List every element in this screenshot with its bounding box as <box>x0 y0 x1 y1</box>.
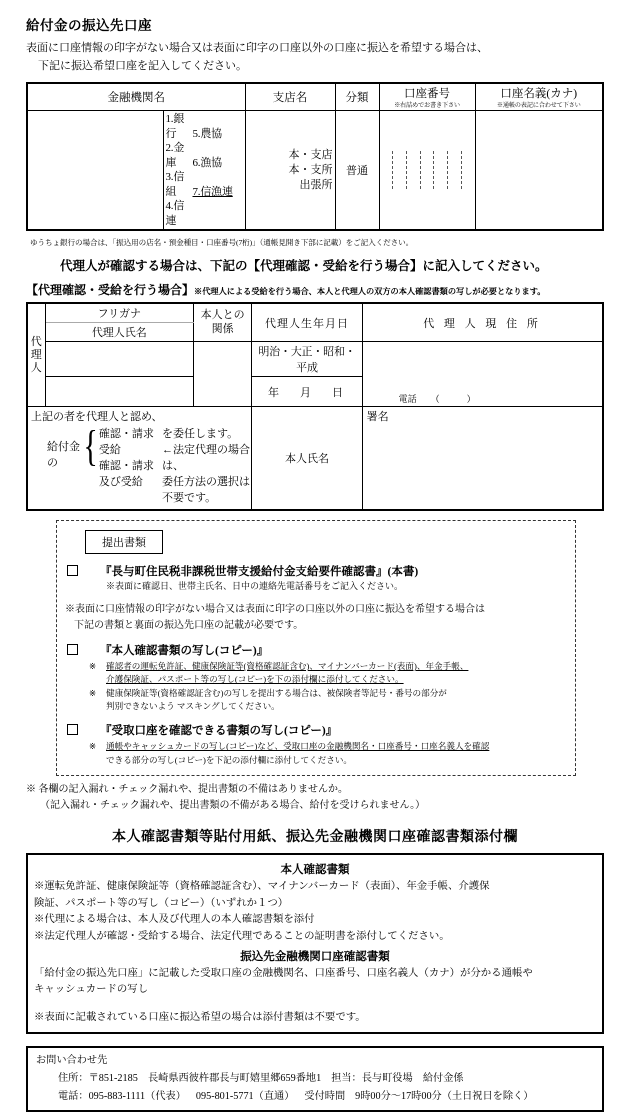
input-birthdate-ymd[interactable] <box>252 377 362 407</box>
tel-direct: 095-801-5771（直通） <box>195 1090 295 1102</box>
brace-open-icon: { <box>83 422 98 471</box>
label-honnin-name: 本人氏名 <box>252 407 362 510</box>
page-title: 給付金の振込先口座 <box>26 18 152 33</box>
agent-consent-row <box>27 407 603 510</box>
header-account-number-note: ※右詰めでお書き下さい <box>394 102 460 110</box>
attachment-box <box>26 853 604 1034</box>
yucho-bank-note: ゆうちょ銀行の場合は、「振込用の店名・預金種目・口座番号(7桁)」（通帳見開き下部に記載）をご記入ください。 <box>30 238 414 248</box>
tel-main: 095-883-1111（代表） <box>88 1090 186 1102</box>
agent-info-table <box>26 302 604 510</box>
contact-box <box>26 1046 604 1112</box>
bank-account-table <box>26 82 604 231</box>
consent-post-1: を委任します。 <box>162 427 239 440</box>
consent-line-1: 上記の者を代理人と認め、 <box>31 411 163 424</box>
note-line: 確認者の運転免許証、健康保険証等(資格確認証含む)、マイナンバーカード(表面)、年金手帳、 <box>106 661 469 672</box>
agent-section-heading <box>26 281 630 298</box>
consent-statement <box>27 407 252 510</box>
note-mark: ※ <box>89 661 97 672</box>
input-relation[interactable] <box>194 342 252 407</box>
agent-lead-text: 代理人が確認する場合は、下記の【代理確認・受給を行う場合】に記入してください。 <box>60 259 548 274</box>
checkbox-icon[interactable] <box>67 724 78 735</box>
consent-kyufu-label: 給付金の <box>47 440 80 470</box>
account-type-value: 普通 <box>335 111 379 231</box>
bank-table-header-row <box>27 83 603 111</box>
header-account-name-text: 口座名義(カナ) <box>500 88 578 101</box>
birthdate-era-options[interactable]: 明治・大正・昭和・平成 <box>252 342 362 377</box>
checklist-item-1-note: ※表面に確認日、世帯主氏名、日中の連絡先電話番号をご記入ください。 <box>106 580 404 591</box>
header-account-name-note: ※通帳の表記に合わせて下さい <box>496 102 581 110</box>
form-page <box>0 14 630 1102</box>
lead-line-1: 表面に口座情報の印字がない場合又は表面に印字の口座以外の口座に振込を希望する場合は、 <box>26 42 488 54</box>
agent-tel-field[interactable] <box>365 392 600 405</box>
warning-text <box>26 782 630 814</box>
ymd-month: 月 <box>299 386 314 399</box>
agent-furigana-row <box>27 303 603 323</box>
account-number-input[interactable] <box>379 111 475 231</box>
spacer <box>34 999 596 1010</box>
mid-note-line-2: 下記の書類と裏面の振込先口座の記載が必要です。 <box>74 619 304 631</box>
attachment-section-1-title: 本人確認書類 <box>280 863 350 876</box>
input-agent-name[interactable] <box>45 377 194 407</box>
staff-label: 担当： <box>331 1073 362 1084</box>
consent-option[interactable]: 受給 <box>98 443 121 456</box>
branch-option: 出張所 <box>299 178 333 191</box>
address-value: 〒851-2185 長崎県西彼杵郡長与町嬉里郷659番地1 <box>88 1073 322 1084</box>
bank-table-input-row <box>27 111 603 231</box>
contact-title: お問い合わせ先 <box>36 1055 108 1067</box>
kind-option: 2.金庫 <box>165 142 185 169</box>
agent-vertical-label: 代 理 人 <box>27 303 45 407</box>
contact-address-row <box>58 1070 596 1088</box>
attachment-line: 険証、パスポート等の写し（コピー）（いずれか１つ） <box>34 897 289 909</box>
label-relation <box>194 303 252 342</box>
institution-name-input[interactable] <box>27 111 163 231</box>
agent-heading-text: 【代理確認・受給を行う場合】 <box>26 283 195 298</box>
ymd-day: 日 <box>331 386 346 399</box>
note-line: できる部分の写し(コピー)を下記の添付欄に添付してください。 <box>106 754 353 765</box>
checkbox-icon[interactable] <box>67 565 78 576</box>
kind-option: 3.信組 <box>165 171 185 198</box>
warning-line-1: ※ 各欄の記入漏れ・チェック漏れや、提出書類の不備はありませんか。 <box>26 783 348 795</box>
consent-option-list[interactable] <box>99 427 161 491</box>
contact-tel-row <box>58 1088 596 1106</box>
consent-post-text <box>162 427 251 507</box>
header-account-number <box>379 83 475 111</box>
header-institution: 金融機関名 <box>27 83 245 111</box>
consent-option[interactable]: 確認・請求及び受給 <box>98 459 154 488</box>
institution-kind-options[interactable] <box>163 111 245 231</box>
kind-option: 6.漁協 <box>192 156 222 169</box>
account-number-digit-grid <box>380 151 475 189</box>
kind-option: 7.信漁連 <box>192 185 233 198</box>
lead-paragraph <box>26 39 630 75</box>
attachment-section-1-body <box>34 879 596 946</box>
label-birthdate: 代理人生年月日 <box>252 303 362 342</box>
signature-label: 署名 <box>366 411 389 424</box>
submit-documents-tag: 提出書類 <box>85 530 163 554</box>
checklist-item-3-title: 『受取口座を確認できる書類の写し(コピー)』 <box>100 725 338 738</box>
attachment-section-2-body <box>34 966 596 1027</box>
checkbox-icon[interactable] <box>67 644 78 655</box>
input-furigana[interactable] <box>45 342 194 377</box>
ymd-year: 年 <box>267 386 282 399</box>
submission-checklist <box>56 520 576 776</box>
header-account-name <box>475 83 603 111</box>
agent-input-row-top <box>27 342 603 377</box>
hours-value: 9時00分～17時00分（土日祝日を除く） <box>355 1090 534 1102</box>
note-mark: ※ <box>89 741 97 752</box>
checklist-mid-note <box>65 602 567 633</box>
attachment-line: 「給付金の振込先口座」に記載した受取口座の金融機関名、口座番号、口座名義人（カナ）が分かる通帳や <box>34 967 533 979</box>
label-agent-name: 代理人氏名 <box>45 323 194 342</box>
hours-label: 受付時間 <box>304 1090 346 1102</box>
kind-option: 5.農協 <box>192 127 222 140</box>
address-label: 住所： <box>58 1073 89 1084</box>
account-name-input[interactable] <box>475 111 603 231</box>
header-type: 分類 <box>335 83 379 111</box>
branch-options[interactable] <box>245 111 335 231</box>
header-branch: 支店名 <box>245 83 335 111</box>
label-agent-address: 代 理 人 現 住 所 <box>362 303 603 342</box>
attachment-heading: 本人確認書類等貼付用紙、振込先金融機関口座確認書類添付欄 <box>112 829 518 845</box>
relation-line-2: 関係 <box>211 322 234 335</box>
attachment-final-note: ※表面に記載されている口座に振込希望の場合は添付書類は不要です。 <box>34 1011 366 1023</box>
attachment-line: ※代理による場合は、本人及び代理人の本人確認書類を添付 <box>34 914 315 926</box>
checklist-item-3[interactable] <box>65 722 567 738</box>
label-furigana: フリガナ <box>45 303 194 323</box>
attachment-line: ※法定代理人が確認・受給する場合、法定代理であることの証明書を添付してください。 <box>34 930 450 942</box>
agent-tel-label: 電話 <box>398 394 417 405</box>
kind-option: 1.銀行 <box>165 113 185 140</box>
tel-label: 電話： <box>58 1090 89 1102</box>
relation-line-1: 本人との <box>200 309 245 322</box>
lead-line-2: 下記に振込希望口座を記入してください。 <box>38 60 247 73</box>
kind-option: 4.信連 <box>165 200 185 227</box>
note-line: 健康保険証等(資格確認証含む)の写しを提出する場合は、被保険者等記号・番号の部分が <box>106 687 447 698</box>
checklist-item-1-title: 『長与町住民税非課税世帯支援給付金支給要件確認書』(本書) <box>100 565 419 578</box>
consent-post-2: ←法定代理の場合は、 <box>162 443 250 472</box>
input-agent-address[interactable] <box>362 342 603 407</box>
mid-note-line-1: ※表面に口座情報の印字がない場合又は表面に印字の口座以外の口座に振込を希望する場合は <box>65 604 485 616</box>
attachment-section-2-title: 振込先金融機関口座確認書類 <box>240 950 390 963</box>
agent-heading-note: ※代理人による受給を行う場合、本人と代理人の双方の本人確認書類の写しが必要となります。 <box>194 287 546 297</box>
consent-option[interactable]: 確認・請求 <box>98 427 154 440</box>
branch-option: 本・支店 <box>288 148 333 161</box>
warning-line-2: （記入漏れ・チェック漏れや、提出書類の不備がある場合、給付を受けられません。） <box>40 799 426 811</box>
note-line: 判別できないよう マスキングしてください。 <box>106 701 280 712</box>
header-account-number-text: 口座番号 <box>404 88 450 101</box>
note-mark: ※ <box>89 687 97 698</box>
checklist-item-2-notes <box>89 660 567 713</box>
consent-post-3: 委任方法の選択は不要です。 <box>162 475 250 504</box>
signature-field[interactable] <box>362 407 603 510</box>
branch-option: 本・支所 <box>288 163 333 176</box>
attachment-line: キャッシュカードの写し <box>34 984 149 996</box>
agent-tel-parens: （ ） <box>430 394 476 405</box>
note-line: 介護保険証、パスポート等の写し(コピー)を下の添付欄に添付してください。 <box>106 674 404 685</box>
staff-value: 長与町役場 給付金係 <box>361 1073 464 1084</box>
attachment-line: ※運転免許証、健康保険証等（資格確認証含む）、マイナンバーカード（表面）、年金手帳、介護保 <box>34 880 490 892</box>
checklist-item-2[interactable] <box>65 642 567 658</box>
checklist-item-1[interactable] <box>65 563 567 594</box>
note-line: 通帳やキャッシュカードの写し(コピー)など、受取口座の金融機関名・口座番号・口座名義人を確認 <box>106 741 490 752</box>
checklist-item-3-notes <box>89 740 567 767</box>
checklist-item-2-title: 『本人確認書類の写し(コピー)』 <box>100 645 269 658</box>
